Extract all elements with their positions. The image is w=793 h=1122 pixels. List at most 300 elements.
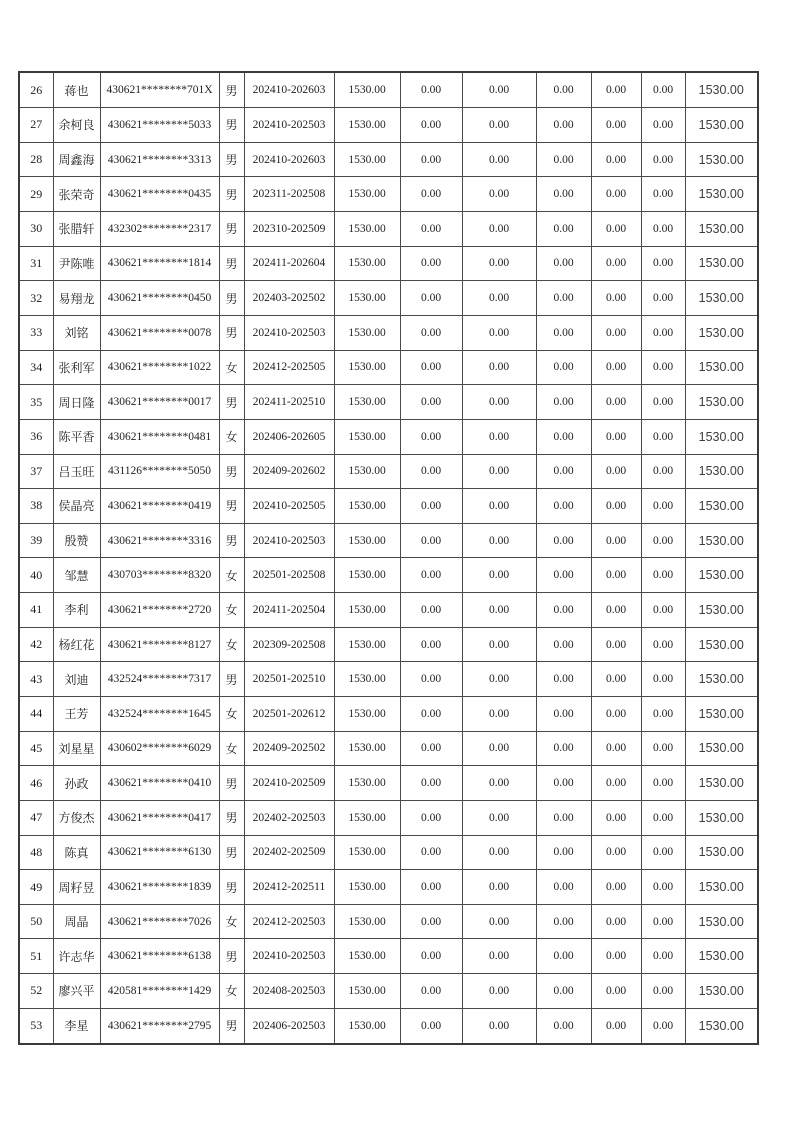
- table-row: [19, 939, 758, 974]
- cell-amount-4: 0.00: [536, 350, 591, 385]
- cell-amount-total: 1530.00: [685, 419, 758, 454]
- cell-id-number: 430621********0017: [100, 385, 219, 420]
- cell-amount-1: 1530.00: [334, 904, 400, 939]
- cell-gender: 男: [219, 454, 244, 489]
- cell-amount-2: 0.00: [400, 385, 462, 420]
- cell-amount-4: 0.00: [536, 904, 591, 939]
- cell-amount-1: 1530.00: [334, 974, 400, 1009]
- cell-gender: 女: [219, 627, 244, 662]
- cell-amount-6: 0.00: [641, 627, 685, 662]
- cell-name: 张利军: [53, 350, 100, 385]
- cell-period: 202409-202602: [244, 454, 334, 489]
- cell-amount-2: 0.00: [400, 523, 462, 558]
- cell-name: 张腊轩: [53, 212, 100, 247]
- cell-row-no: 26: [19, 72, 53, 108]
- cell-name: 余柯良: [53, 108, 100, 143]
- cell-id-number: 430621********8127: [100, 627, 219, 662]
- cell-amount-total: 1530.00: [685, 558, 758, 593]
- cell-amount-1: 1530.00: [334, 315, 400, 350]
- table-row: [19, 315, 758, 350]
- table-row: [19, 72, 758, 108]
- cell-gender: 男: [219, 489, 244, 524]
- cell-amount-4: 0.00: [536, 1008, 591, 1044]
- cell-name: 殷赞: [53, 523, 100, 558]
- cell-row-no: 42: [19, 627, 53, 662]
- cell-gender: 女: [219, 696, 244, 731]
- cell-amount-4: 0.00: [536, 766, 591, 801]
- cell-amount-5: 0.00: [591, 212, 641, 247]
- cell-amount-total: 1530.00: [685, 72, 758, 108]
- cell-amount-6: 0.00: [641, 1008, 685, 1044]
- cell-amount-5: 0.00: [591, 766, 641, 801]
- cell-id-number: 430621********5033: [100, 108, 219, 143]
- table-row: [19, 350, 758, 385]
- cell-amount-1: 1530.00: [334, 489, 400, 524]
- table-row: [19, 246, 758, 281]
- cell-amount-2: 0.00: [400, 1008, 462, 1044]
- cell-id-number: 430621********0078: [100, 315, 219, 350]
- cell-amount-6: 0.00: [641, 523, 685, 558]
- cell-amount-1: 1530.00: [334, 454, 400, 489]
- cell-name: 刘铭: [53, 315, 100, 350]
- cell-amount-2: 0.00: [400, 870, 462, 905]
- cell-amount-4: 0.00: [536, 315, 591, 350]
- cell-row-no: 34: [19, 350, 53, 385]
- cell-id-number: 430621********0481: [100, 419, 219, 454]
- cell-amount-1: 1530.00: [334, 142, 400, 177]
- cell-amount-6: 0.00: [641, 315, 685, 350]
- cell-name: 尹陈唯: [53, 246, 100, 281]
- cell-amount-3: 0.00: [462, 974, 536, 1009]
- table-row: [19, 593, 758, 628]
- cell-amount-4: 0.00: [536, 246, 591, 281]
- cell-period: 202410-202509: [244, 766, 334, 801]
- cell-gender: 女: [219, 731, 244, 766]
- cell-amount-3: 0.00: [462, 281, 536, 316]
- cell-name: 吕玉旺: [53, 454, 100, 489]
- cell-amount-total: 1530.00: [685, 974, 758, 1009]
- cell-id-number: 430621********0450: [100, 281, 219, 316]
- cell-amount-2: 0.00: [400, 246, 462, 281]
- cell-amount-3: 0.00: [462, 939, 536, 974]
- cell-amount-1: 1530.00: [334, 662, 400, 697]
- cell-amount-total: 1530.00: [685, 281, 758, 316]
- cell-id-number: 430703********8320: [100, 558, 219, 593]
- cell-id-number: 432302********2317: [100, 212, 219, 247]
- table-row: [19, 904, 758, 939]
- cell-amount-3: 0.00: [462, 419, 536, 454]
- cell-amount-6: 0.00: [641, 904, 685, 939]
- cell-amount-total: 1530.00: [685, 385, 758, 420]
- cell-amount-5: 0.00: [591, 800, 641, 835]
- table-row: [19, 281, 758, 316]
- cell-amount-1: 1530.00: [334, 419, 400, 454]
- cell-amount-3: 0.00: [462, 731, 536, 766]
- cell-gender: 女: [219, 974, 244, 1009]
- cell-id-number: 420581********1429: [100, 974, 219, 1009]
- cell-amount-1: 1530.00: [334, 696, 400, 731]
- cell-amount-2: 0.00: [400, 419, 462, 454]
- cell-amount-3: 0.00: [462, 662, 536, 697]
- cell-period: 202403-202502: [244, 281, 334, 316]
- cell-amount-3: 0.00: [462, 108, 536, 143]
- cell-row-no: 31: [19, 246, 53, 281]
- cell-name: 李星: [53, 1008, 100, 1044]
- cell-amount-total: 1530.00: [685, 835, 758, 870]
- cell-gender: 男: [219, 315, 244, 350]
- cell-amount-total: 1530.00: [685, 870, 758, 905]
- cell-amount-5: 0.00: [591, 72, 641, 108]
- cell-amount-2: 0.00: [400, 177, 462, 212]
- cell-id-number: 432524********7317: [100, 662, 219, 697]
- cell-name: 杨红花: [53, 627, 100, 662]
- cell-period: 202309-202508: [244, 627, 334, 662]
- cell-amount-total: 1530.00: [685, 627, 758, 662]
- cell-row-no: 48: [19, 835, 53, 870]
- cell-name: 王芳: [53, 696, 100, 731]
- cell-name: 孙政: [53, 766, 100, 801]
- cell-amount-4: 0.00: [536, 489, 591, 524]
- cell-gender: 女: [219, 593, 244, 628]
- cell-amount-1: 1530.00: [334, 627, 400, 662]
- cell-period: 202410-202503: [244, 939, 334, 974]
- cell-name: 周籽昱: [53, 870, 100, 905]
- cell-amount-2: 0.00: [400, 904, 462, 939]
- cell-amount-6: 0.00: [641, 108, 685, 143]
- cell-row-no: 49: [19, 870, 53, 905]
- cell-period: 202412-202503: [244, 904, 334, 939]
- cell-amount-5: 0.00: [591, 281, 641, 316]
- cell-amount-5: 0.00: [591, 870, 641, 905]
- cell-id-number: 430621********6138: [100, 939, 219, 974]
- cell-row-no: 38: [19, 489, 53, 524]
- cell-amount-3: 0.00: [462, 142, 536, 177]
- table-row: [19, 142, 758, 177]
- cell-row-no: 27: [19, 108, 53, 143]
- cell-gender: 女: [219, 350, 244, 385]
- cell-amount-2: 0.00: [400, 72, 462, 108]
- cell-id-number: 430621********1022: [100, 350, 219, 385]
- cell-amount-3: 0.00: [462, 627, 536, 662]
- cell-name: 周日隆: [53, 385, 100, 420]
- cell-amount-1: 1530.00: [334, 108, 400, 143]
- benefit-roster-table: [18, 71, 759, 1045]
- cell-id-number: 430621********0410: [100, 766, 219, 801]
- cell-amount-4: 0.00: [536, 558, 591, 593]
- table-row: [19, 800, 758, 835]
- cell-amount-4: 0.00: [536, 835, 591, 870]
- cell-amount-2: 0.00: [400, 696, 462, 731]
- cell-period: 202501-202508: [244, 558, 334, 593]
- cell-amount-4: 0.00: [536, 281, 591, 316]
- cell-period: 202406-202605: [244, 419, 334, 454]
- cell-amount-3: 0.00: [462, 593, 536, 628]
- cell-amount-5: 0.00: [591, 489, 641, 524]
- cell-row-no: 51: [19, 939, 53, 974]
- cell-amount-total: 1530.00: [685, 489, 758, 524]
- table-row: [19, 974, 758, 1009]
- cell-id-number: 430621********1839: [100, 870, 219, 905]
- cell-gender: 男: [219, 835, 244, 870]
- cell-amount-6: 0.00: [641, 870, 685, 905]
- cell-period: 202501-202612: [244, 696, 334, 731]
- cell-amount-2: 0.00: [400, 142, 462, 177]
- table-row: [19, 662, 758, 697]
- cell-amount-2: 0.00: [400, 350, 462, 385]
- cell-gender: 女: [219, 558, 244, 593]
- cell-amount-total: 1530.00: [685, 315, 758, 350]
- table-row: [19, 454, 758, 489]
- cell-amount-5: 0.00: [591, 419, 641, 454]
- table-row: [19, 523, 758, 558]
- cell-amount-5: 0.00: [591, 835, 641, 870]
- cell-amount-3: 0.00: [462, 835, 536, 870]
- cell-name: 邹慧: [53, 558, 100, 593]
- table-body: [19, 72, 758, 1044]
- cell-amount-2: 0.00: [400, 800, 462, 835]
- cell-amount-total: 1530.00: [685, 108, 758, 143]
- cell-amount-5: 0.00: [591, 142, 641, 177]
- cell-amount-6: 0.00: [641, 696, 685, 731]
- cell-name: 廖兴平: [53, 974, 100, 1009]
- cell-amount-3: 0.00: [462, 177, 536, 212]
- table-row: [19, 385, 758, 420]
- cell-row-no: 35: [19, 385, 53, 420]
- cell-period: 202410-202505: [244, 489, 334, 524]
- cell-amount-5: 0.00: [591, 939, 641, 974]
- cell-id-number: 430621********7026: [100, 904, 219, 939]
- cell-amount-6: 0.00: [641, 800, 685, 835]
- table-row: [19, 870, 758, 905]
- cell-row-no: 39: [19, 523, 53, 558]
- cell-amount-total: 1530.00: [685, 696, 758, 731]
- cell-row-no: 43: [19, 662, 53, 697]
- cell-amount-3: 0.00: [462, 558, 536, 593]
- cell-row-no: 41: [19, 593, 53, 628]
- table-row: [19, 419, 758, 454]
- cell-amount-6: 0.00: [641, 177, 685, 212]
- cell-amount-2: 0.00: [400, 593, 462, 628]
- cell-amount-3: 0.00: [462, 72, 536, 108]
- cell-id-number: 430621********3316: [100, 523, 219, 558]
- cell-amount-total: 1530.00: [685, 939, 758, 974]
- cell-amount-1: 1530.00: [334, 766, 400, 801]
- cell-amount-6: 0.00: [641, 212, 685, 247]
- cell-amount-1: 1530.00: [334, 731, 400, 766]
- cell-amount-4: 0.00: [536, 627, 591, 662]
- cell-gender: 女: [219, 419, 244, 454]
- cell-amount-1: 1530.00: [334, 558, 400, 593]
- cell-id-number: 431126********5050: [100, 454, 219, 489]
- cell-row-no: 40: [19, 558, 53, 593]
- cell-amount-4: 0.00: [536, 385, 591, 420]
- cell-gender: 男: [219, 1008, 244, 1044]
- table-row: [19, 766, 758, 801]
- cell-row-no: 50: [19, 904, 53, 939]
- cell-amount-2: 0.00: [400, 731, 462, 766]
- cell-id-number: 430621********2795: [100, 1008, 219, 1044]
- cell-name: 刘星星: [53, 731, 100, 766]
- cell-amount-1: 1530.00: [334, 385, 400, 420]
- table-row: [19, 489, 758, 524]
- cell-gender: 男: [219, 385, 244, 420]
- cell-period: 202402-202509: [244, 835, 334, 870]
- cell-amount-6: 0.00: [641, 72, 685, 108]
- cell-row-no: 37: [19, 454, 53, 489]
- cell-amount-5: 0.00: [591, 558, 641, 593]
- cell-gender: 男: [219, 246, 244, 281]
- cell-amount-1: 1530.00: [334, 177, 400, 212]
- cell-amount-1: 1530.00: [334, 350, 400, 385]
- cell-amount-total: 1530.00: [685, 662, 758, 697]
- cell-amount-4: 0.00: [536, 212, 591, 247]
- cell-period: 202411-202510: [244, 385, 334, 420]
- cell-amount-4: 0.00: [536, 662, 591, 697]
- cell-amount-1: 1530.00: [334, 72, 400, 108]
- cell-amount-1: 1530.00: [334, 870, 400, 905]
- cell-name: 蒋也: [53, 72, 100, 108]
- cell-amount-6: 0.00: [641, 939, 685, 974]
- cell-amount-5: 0.00: [591, 454, 641, 489]
- cell-row-no: 36: [19, 419, 53, 454]
- cell-amount-4: 0.00: [536, 974, 591, 1009]
- cell-amount-1: 1530.00: [334, 523, 400, 558]
- cell-id-number: 430621********701X: [100, 72, 219, 108]
- cell-row-no: 30: [19, 212, 53, 247]
- cell-amount-6: 0.00: [641, 350, 685, 385]
- cell-amount-total: 1530.00: [685, 454, 758, 489]
- cell-amount-5: 0.00: [591, 1008, 641, 1044]
- cell-amount-5: 0.00: [591, 350, 641, 385]
- cell-amount-3: 0.00: [462, 800, 536, 835]
- table-row: [19, 627, 758, 662]
- cell-amount-4: 0.00: [536, 108, 591, 143]
- cell-amount-3: 0.00: [462, 489, 536, 524]
- cell-gender: 男: [219, 281, 244, 316]
- table-row: [19, 696, 758, 731]
- cell-period: 202410-202603: [244, 142, 334, 177]
- cell-amount-2: 0.00: [400, 489, 462, 524]
- cell-amount-5: 0.00: [591, 108, 641, 143]
- cell-amount-5: 0.00: [591, 385, 641, 420]
- cell-gender: 男: [219, 523, 244, 558]
- cell-row-no: 32: [19, 281, 53, 316]
- cell-id-number: 430602********6029: [100, 731, 219, 766]
- cell-amount-total: 1530.00: [685, 593, 758, 628]
- cell-period: 202410-202603: [244, 72, 334, 108]
- cell-amount-2: 0.00: [400, 766, 462, 801]
- cell-amount-5: 0.00: [591, 177, 641, 212]
- cell-amount-6: 0.00: [641, 454, 685, 489]
- cell-period: 202402-202503: [244, 800, 334, 835]
- cell-gender: 男: [219, 212, 244, 247]
- cell-gender: 男: [219, 177, 244, 212]
- cell-period: 202501-202510: [244, 662, 334, 697]
- cell-amount-3: 0.00: [462, 246, 536, 281]
- cell-row-no: 44: [19, 696, 53, 731]
- cell-amount-5: 0.00: [591, 593, 641, 628]
- cell-amount-total: 1530.00: [685, 800, 758, 835]
- cell-id-number: 432524********1645: [100, 696, 219, 731]
- cell-amount-6: 0.00: [641, 246, 685, 281]
- cell-id-number: 430621********2720: [100, 593, 219, 628]
- table-row: [19, 731, 758, 766]
- cell-amount-2: 0.00: [400, 108, 462, 143]
- cell-amount-total: 1530.00: [685, 350, 758, 385]
- cell-amount-2: 0.00: [400, 212, 462, 247]
- cell-id-number: 430621********3313: [100, 142, 219, 177]
- cell-amount-total: 1530.00: [685, 904, 758, 939]
- table-row: [19, 108, 758, 143]
- table-row: [19, 212, 758, 247]
- cell-amount-5: 0.00: [591, 523, 641, 558]
- cell-amount-total: 1530.00: [685, 246, 758, 281]
- cell-amount-4: 0.00: [536, 731, 591, 766]
- cell-name: 李利: [53, 593, 100, 628]
- cell-amount-4: 0.00: [536, 177, 591, 212]
- cell-period: 202408-202503: [244, 974, 334, 1009]
- cell-amount-2: 0.00: [400, 627, 462, 662]
- cell-amount-6: 0.00: [641, 974, 685, 1009]
- cell-amount-5: 0.00: [591, 246, 641, 281]
- cell-name: 方俊杰: [53, 800, 100, 835]
- cell-amount-5: 0.00: [591, 974, 641, 1009]
- cell-amount-3: 0.00: [462, 385, 536, 420]
- cell-amount-1: 1530.00: [334, 835, 400, 870]
- cell-row-no: 33: [19, 315, 53, 350]
- cell-amount-2: 0.00: [400, 315, 462, 350]
- cell-amount-6: 0.00: [641, 835, 685, 870]
- cell-amount-total: 1530.00: [685, 523, 758, 558]
- cell-amount-1: 1530.00: [334, 593, 400, 628]
- cell-amount-3: 0.00: [462, 904, 536, 939]
- cell-amount-2: 0.00: [400, 974, 462, 1009]
- cell-amount-total: 1530.00: [685, 731, 758, 766]
- cell-gender: 男: [219, 766, 244, 801]
- cell-amount-6: 0.00: [641, 419, 685, 454]
- cell-amount-3: 0.00: [462, 523, 536, 558]
- cell-amount-total: 1530.00: [685, 766, 758, 801]
- table-row: [19, 177, 758, 212]
- cell-amount-4: 0.00: [536, 870, 591, 905]
- cell-amount-4: 0.00: [536, 593, 591, 628]
- cell-amount-2: 0.00: [400, 939, 462, 974]
- cell-id-number: 430621********6130: [100, 835, 219, 870]
- cell-gender: 女: [219, 904, 244, 939]
- cell-id-number: 430621********0435: [100, 177, 219, 212]
- cell-amount-3: 0.00: [462, 766, 536, 801]
- cell-period: 202310-202509: [244, 212, 334, 247]
- cell-amount-2: 0.00: [400, 662, 462, 697]
- cell-row-no: 47: [19, 800, 53, 835]
- cell-amount-1: 1530.00: [334, 246, 400, 281]
- cell-amount-5: 0.00: [591, 662, 641, 697]
- cell-row-no: 46: [19, 766, 53, 801]
- cell-gender: 男: [219, 939, 244, 974]
- cell-id-number: 430621********0417: [100, 800, 219, 835]
- cell-name: 陈平香: [53, 419, 100, 454]
- cell-amount-5: 0.00: [591, 627, 641, 662]
- cell-name: 易翔龙: [53, 281, 100, 316]
- cell-id-number: 430621********0419: [100, 489, 219, 524]
- cell-amount-3: 0.00: [462, 350, 536, 385]
- cell-period: 202412-202511: [244, 870, 334, 905]
- cell-gender: 男: [219, 72, 244, 108]
- cell-amount-6: 0.00: [641, 593, 685, 628]
- cell-row-no: 28: [19, 142, 53, 177]
- cell-row-no: 45: [19, 731, 53, 766]
- cell-amount-4: 0.00: [536, 454, 591, 489]
